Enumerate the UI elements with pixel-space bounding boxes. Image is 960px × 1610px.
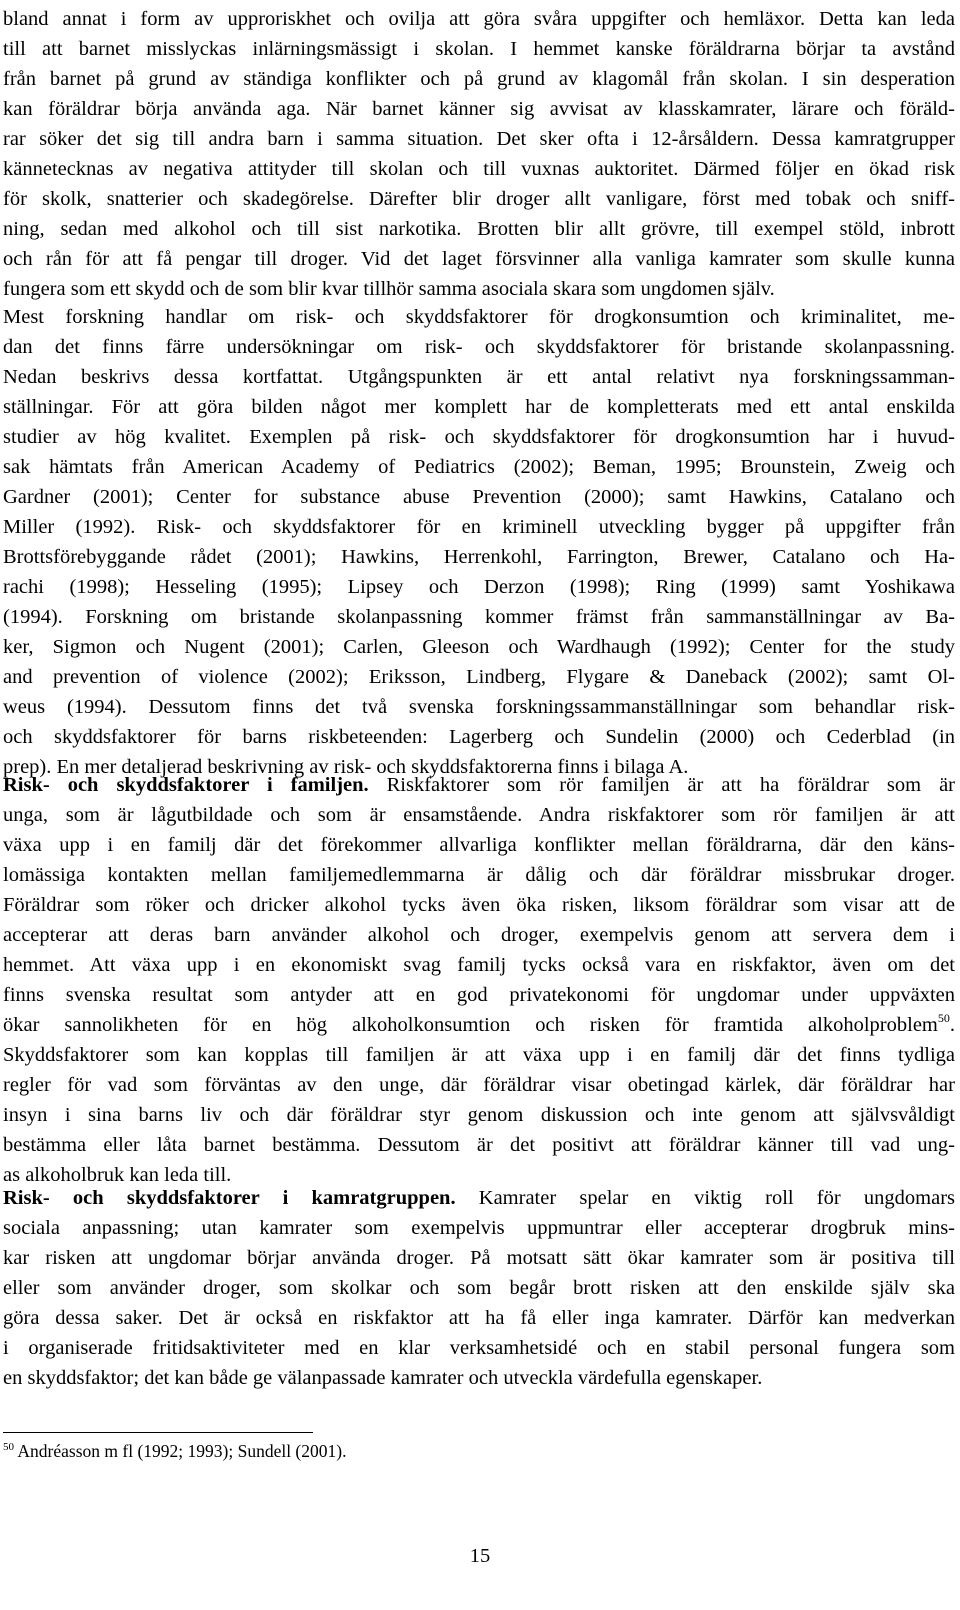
section-heading-family: Risk- och skyddsfaktorer i familjen. bbox=[3, 774, 369, 796]
paragraph-1 bbox=[3, 4, 955, 304]
footnote-text: Andréasson m fl (1992; 1993); Sundell (2001). bbox=[14, 1441, 347, 1461]
text-line bbox=[3, 770, 955, 800]
text-line: växa upp i en familj där det förekommer allvarliga konflikter mellan föräldrarna, där den käns- bbox=[3, 834, 955, 856]
text-line: and prevention of violence (2002); Eriksson, Lindberg, Flygare & Daneback (2002); samt Ol- bbox=[3, 666, 955, 688]
text-line: unga, som är lågutbildade och som är ensamstående. Andra riskfaktorer som rör familjen är att bbox=[3, 804, 955, 826]
text-line: rachi (1998); Hesseling (1995); Lipsey och Derzon (1998); Ring (1999) samt Yoshikawa bbox=[3, 576, 955, 598]
text-line: i organiserade fritidsaktiviteter med en klar verksamhetsidé och en stabil personal fungera som bbox=[3, 1337, 955, 1359]
section-heading-peer-group: Risk- och skyddsfaktorer i kamratgruppen. bbox=[3, 1187, 456, 1209]
text-line: lomässiga kontakten mellan familjemedlemmarna är dålig och där föräldrar missbrukar droger. bbox=[3, 864, 955, 886]
text-line: as alkoholbruk kan leda till. bbox=[3, 1164, 232, 1186]
text-line bbox=[3, 1183, 955, 1213]
text-line: fungera som ett skydd och de som blir kvar tillhör samma asociala skara som ungdomen själv. bbox=[3, 278, 775, 300]
text-line: ker, Sigmon och Nugent (2001); Carlen, Gleeson och Wardhaugh (1992); Center for the study bbox=[3, 636, 955, 658]
text-line: och rån för att få pengar till droger. Vid det laget försvinner alla vanliga kamrater som skulle kunna bbox=[3, 248, 955, 270]
paragraph-4 bbox=[3, 1183, 955, 1393]
text-line: kan föräldrar börja använda aga. När barnet känner sig avvisat av klasskamrater, lärare och föräld- bbox=[3, 98, 955, 120]
text-line: bland annat i form av upproriskhet och ovilja att göra svåra uppgifter och hemläxor. Detta kan leda bbox=[3, 8, 955, 30]
footnote-separator bbox=[3, 1432, 313, 1433]
text-span: ökar sannolikheten för en hög alkoholkonsumtion och risken för framtida alkoholproblem bbox=[3, 1014, 938, 1036]
text-line: finns svenska resultat som antyder att en god privatekonomi för ungdomar under uppväxten bbox=[3, 984, 955, 1006]
text-span: . bbox=[949, 1014, 955, 1036]
text-line bbox=[3, 1010, 955, 1040]
text-line: Nedan beskrivs dessa kortfattat. Utgångspunkten är ett antal relativt nya forskningssamman- bbox=[3, 366, 955, 388]
text-line: göra dessa saker. Det är också en riskfaktor att ha få eller inga kamrater. Därför kan medverkan bbox=[3, 1307, 955, 1329]
text-line: och skyddsfaktorer för barns riskbeteenden: Lagerberg och Sundelin (2000) och Cederblad (in bbox=[3, 726, 955, 748]
text-line: accepterar att deras barn använder alkohol och droger, exempelvis genom att servera dem i bbox=[3, 924, 955, 946]
text-line: kar risken att ungdomar börjar använda droger. På motsatt sätt ökar kamrater som är positiva till bbox=[3, 1247, 955, 1269]
text-line: Brottsförebyggande rådet (2001); Hawkins, Herrenkohl, Farrington, Brewer, Catalano och Ha- bbox=[3, 546, 955, 568]
text-line: insyn i sina barns liv och där föräldrar styr genom diskussion och inte genom att självsvåldigt bbox=[3, 1104, 955, 1126]
text-line: studier av hög kvalitet. Exemplen på risk- och skyddsfaktorer för drogkonsumtion har i huvud- bbox=[3, 426, 955, 448]
text-line: regler för vad som förväntas av den unge, där föräldrar visar obetingad kärlek, där föräldrar har bbox=[3, 1074, 955, 1096]
text-line: sociala anpassning; utan kamrater som exempelvis uppmuntrar eller accepterar drogbruk mins- bbox=[3, 1217, 955, 1239]
text-line: Miller (1992). Risk- och skyddsfaktorer för en kriminell utveckling bygger på uppgifter från bbox=[3, 516, 955, 538]
footnote-reference[interactable]: 50 bbox=[937, 1011, 950, 1025]
text-line: sak hämtats från American Academy of Pediatrics (2002); Beman, 1995; Brounstein, Zweig och bbox=[3, 456, 955, 478]
text-span: Kamrater spelar en viktig roll för ungdomars bbox=[455, 1187, 955, 1209]
text-line: ning, sedan med alkohol och till sist narkotika. Brotten blir allt grövre, till exempel stöld, inbrott bbox=[3, 218, 955, 240]
text-line: ställningar. För att göra bilden något mer komplett har de kompletterats med ett antal enskilda bbox=[3, 396, 955, 418]
paragraph-2 bbox=[3, 302, 955, 782]
text-line: Gardner (2001); Center for substance abuse Prevention (2000); samt Hawkins, Catalano och bbox=[3, 486, 955, 508]
paragraph-3 bbox=[3, 770, 955, 1190]
text-line: Mest forskning handlar om risk- och skyddsfaktorer för drogkonsumtion och kriminalitet, me- bbox=[3, 306, 955, 328]
text-line: bestämma eller låta barnet bestämma. Dessutom är det positivt att föräldrar känner till vad ung- bbox=[3, 1134, 955, 1156]
text-line: weus (1994). Dessutom finns det två svenska forskningssammanställningar som behandlar risk- bbox=[3, 696, 955, 718]
text-line: en skyddsfaktor; det kan både ge välanpassade kamrater och utveckla värdefulla egenskaper. bbox=[3, 1367, 763, 1389]
page-number: 15 bbox=[469, 1545, 491, 1567]
footnote bbox=[3, 1438, 346, 1464]
text-line: Skyddsfaktorer som kan kopplas till familjen är att växa upp i en familj där det finns tydliga bbox=[3, 1044, 955, 1066]
text-line: rar söker det sig till andra barn i samma situation. Det sker ofta i 12-årsåldern. Dessa kamratgrupper bbox=[3, 128, 955, 150]
footnote-number: 50 bbox=[3, 1441, 14, 1453]
text-line: prep). En mer detaljerad beskrivning av risk- och skyddsfaktorerna finns i bilaga A. bbox=[3, 756, 689, 778]
text-line: för skolk, snatterier och skadegörelse. Därefter blir droger allt vanligare, först med tobak och sniff- bbox=[3, 188, 955, 210]
text-line: dan det finns färre undersökningar om risk- och skyddsfaktorer för bristande skolanpassning. bbox=[3, 336, 955, 358]
text-line: till att barnet misslyckas inlärningsmässigt i skolan. I hemmet kanske föräldrarna börjar ta avstånd bbox=[3, 38, 955, 60]
text-line: från barnet på grund av ständiga konflikter och på grund av klagomål från skolan. I sin desperation bbox=[3, 68, 955, 90]
text-span: Riskfaktorer som rör familjen är att ha föräldrar som är bbox=[368, 774, 955, 796]
text-line: kännetecknas av negativa attityder till skolan och till vuxnas auktoritet. Därmed följer en ökad risk bbox=[3, 158, 955, 180]
text-line: hemmet. Att växa upp i en ekonomiskt svag familj tycks också vara en riskfaktor, även om det bbox=[3, 954, 955, 976]
text-line: Föräldrar som röker och dricker alkohol tycks även öka risken, liksom föräldrar som visar att de bbox=[3, 894, 955, 916]
text-line: (1994). Forskning om bristande skolanpassning kommer främst från sammanställningar av Ba- bbox=[3, 606, 955, 628]
text-line: eller som använder droger, som skolkar och som begår brott risken att den enskilde själv ska bbox=[3, 1277, 955, 1299]
